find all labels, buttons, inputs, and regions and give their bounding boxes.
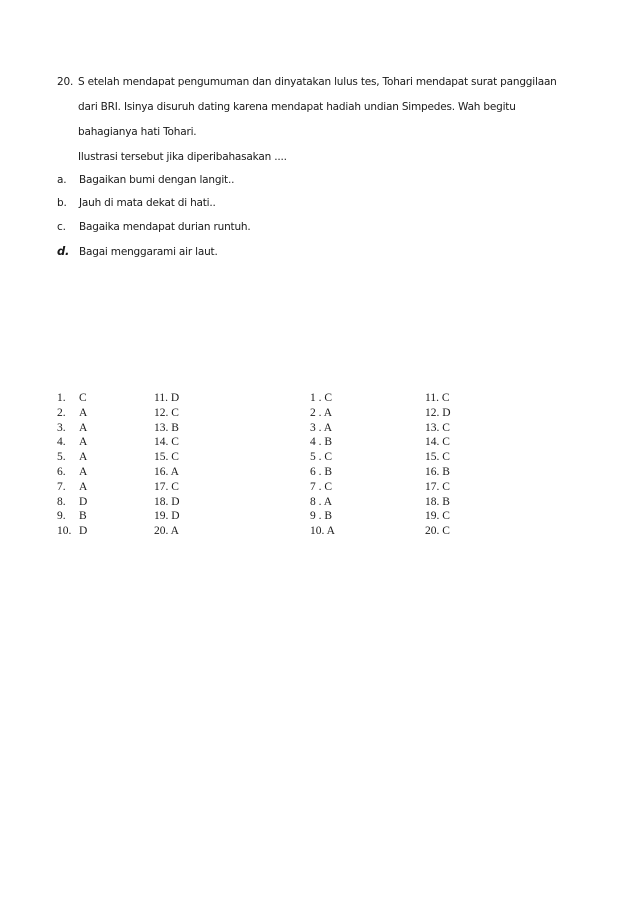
question-text-line-2: dari BRI. Isinya disuruh dating karena mendapat hadiah undian Simpedes. Wah begitu: [78, 101, 516, 113]
answer-key-row: 6 . B: [310, 465, 333, 478]
answer-key-row: 13. B: [154, 421, 179, 434]
answer-letter: A: [79, 480, 88, 493]
answer-key-row: 13. C: [425, 421, 450, 434]
question-prompt: Ilustrasi tersebut jika diperibahasakan ....: [78, 151, 287, 163]
answer-key-1-col-2: [154, 392, 180, 540]
answer-number: 1.: [57, 392, 66, 404]
answer-key-row: 5 . C: [310, 451, 333, 464]
answer-key-row: 17. C: [425, 480, 450, 493]
answer-key-1-col-1: [57, 392, 87, 540]
answer-letter: A: [79, 406, 88, 419]
option-b: [57, 197, 216, 209]
answer-key-row: 19. C: [425, 510, 450, 523]
answer-key-row: 10. A: [310, 525, 335, 538]
answer-key-row: 18. D: [154, 495, 180, 508]
answer-key-row: 18. B: [425, 495, 450, 508]
answer-number: 4.: [57, 436, 66, 449]
answer-key-row: 7 . C: [310, 480, 333, 493]
answer-key-row: 16. A: [154, 465, 179, 478]
answer-key-row: 12. D: [425, 406, 451, 419]
answer-key-row: [57, 436, 87, 451]
answer-number: 7.: [57, 480, 66, 493]
option-letter: d.: [57, 244, 70, 258]
option-text: Bagai menggarami air laut.: [79, 246, 218, 258]
answer-number: 9.: [57, 510, 66, 523]
answer-number: 6.: [57, 465, 66, 478]
answer-key-row: [57, 451, 87, 466]
answer-key-row: 11. C: [425, 392, 450, 404]
answer-number: 2.: [57, 406, 66, 419]
answer-key-row: [57, 466, 87, 481]
answer-key-row: 20. C: [425, 525, 450, 538]
answer-key-row: 11. D: [154, 392, 180, 404]
option-letter: b.: [57, 197, 67, 209]
answer-key-row: [57, 392, 87, 407]
answer-key-row: [57, 422, 87, 437]
answer-number: 5.: [57, 451, 66, 464]
option-c: [57, 221, 251, 233]
answer-letter: C: [79, 392, 87, 404]
answer-letter: D: [79, 525, 88, 538]
answer-key-row: [57, 510, 87, 525]
option-letter: a.: [57, 174, 67, 186]
answer-letter: A: [79, 465, 88, 478]
answer-key-2-col-1: [310, 392, 335, 540]
question-text-line-3: bahagianya hati Tohari.: [78, 126, 197, 138]
answer-key-row: 16. B: [425, 465, 450, 478]
answer-key-row: 14. C: [425, 436, 450, 449]
answer-key-row: [57, 481, 87, 496]
answer-key-row: 12. C: [154, 406, 179, 419]
answer-key-row: [57, 525, 87, 540]
answer-letter: A: [79, 421, 88, 434]
answer-key-row: 19. D: [154, 510, 180, 523]
answer-key-row: 15. C: [425, 451, 450, 464]
option-text: Jauh di mata dekat di hati..: [79, 197, 216, 209]
option-text: Bagaikan bumi dengan langit..: [79, 174, 235, 186]
answer-key-row: 8 . A: [310, 495, 333, 508]
answer-letter: D: [79, 495, 88, 508]
answer-key-2-col-2: [425, 392, 451, 540]
answer-key-row: 1 . C: [310, 392, 333, 404]
answer-key-row: 20. A: [154, 525, 179, 538]
answer-key-row: 3 . A: [310, 421, 333, 434]
answer-key-row: [57, 496, 87, 511]
answer-letter: A: [79, 436, 88, 449]
answer-letter: B: [79, 510, 87, 523]
option-letter: c.: [57, 221, 66, 233]
question-number: 20.: [57, 76, 74, 88]
answer-key-row: 14. C: [154, 436, 179, 449]
answer-key-row: 9 . B: [310, 510, 333, 523]
answer-key-row: 4 . B: [310, 436, 333, 449]
answer-key-row: 2 . A: [310, 406, 333, 419]
question-text-line-1: S etelah mendapat pengumuman dan dinyatakan lulus tes, Tohari mendapat surat panggilaan: [78, 76, 557, 88]
option-a: [57, 174, 234, 186]
option-text: Bagaika mendapat durian runtuh.: [79, 221, 251, 233]
answer-number: 10.: [57, 525, 72, 538]
option-d-selected: [57, 244, 218, 258]
answer-letter: A: [79, 451, 88, 464]
answer-key-row: [57, 407, 87, 422]
answer-number: 8.: [57, 495, 66, 508]
answer-key-row: 17. C: [154, 480, 179, 493]
answer-number: 3.: [57, 421, 66, 434]
answer-key-row: 15. C: [154, 451, 179, 464]
